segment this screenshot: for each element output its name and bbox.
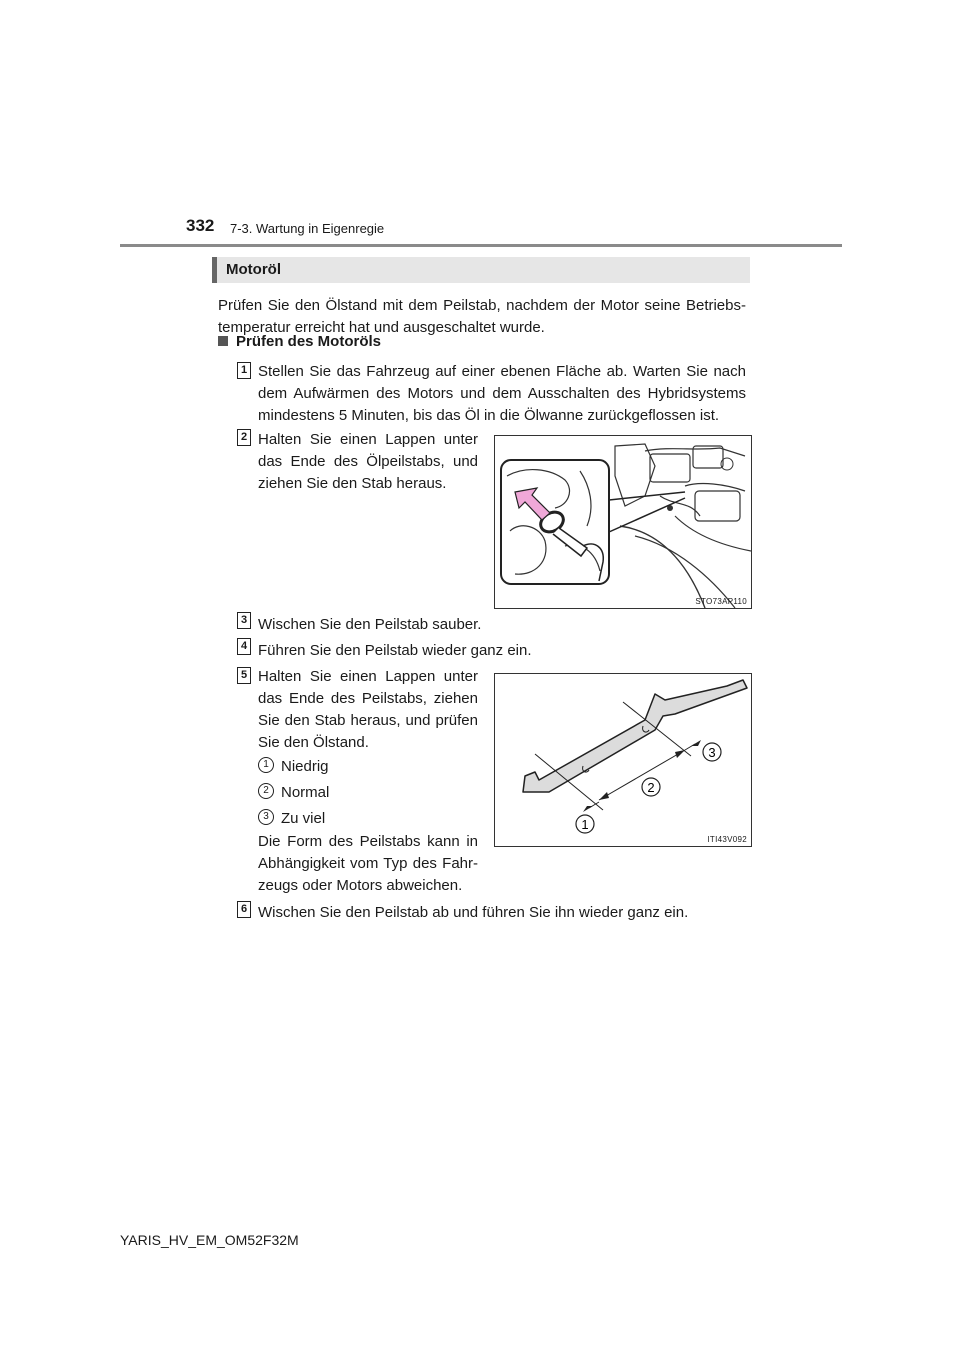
level-label-normal: Normal bbox=[281, 784, 330, 801]
level-label-low: Niedrig bbox=[281, 758, 329, 775]
step-number-4: 4 bbox=[237, 638, 251, 655]
intro-paragraph: Prüfen Sie den Ölstand mit dem Peilstab, nachdem der Motor seine Betriebs-temperatur erreicht hat und ausgeschaltet wurde. bbox=[218, 297, 746, 336]
subheading bbox=[218, 333, 381, 350]
step-5-text: Halten Sie einen Lappen unter das Ende des Peilstabs, ziehen Sie den Stab heraus, und prüfen Sie den Ölstand. bbox=[258, 668, 478, 751]
callout-3: 3 bbox=[708, 745, 716, 760]
subheading-text: Prüfen des Motoröls bbox=[236, 333, 382, 350]
document-code: YARIS_HV_EM_OM52F32M bbox=[120, 1232, 299, 1248]
engine-bay-figure bbox=[494, 435, 752, 609]
dipstick-illustration bbox=[495, 674, 751, 846]
callout-2: 2 bbox=[647, 780, 655, 795]
level-number-2: 2 bbox=[258, 783, 274, 799]
engine-bay-illustration bbox=[495, 436, 751, 608]
step-number-1: 1 bbox=[237, 362, 251, 379]
header-divider bbox=[120, 244, 842, 247]
chapter-title: 7-3. Wartung in Eigenregie bbox=[230, 221, 385, 236]
step-number-6: 6 bbox=[237, 901, 251, 918]
figure-code: STO73AP110 bbox=[695, 597, 747, 606]
step-number-5: 5 bbox=[237, 667, 251, 684]
dipstick-figure bbox=[494, 673, 752, 847]
page-number: 332 bbox=[186, 216, 215, 235]
section-title: Motoröl bbox=[226, 261, 281, 278]
step-3-text: Wischen Sie den Peilstab sauber. bbox=[258, 616, 482, 633]
step-4-text: Führen Sie den Peilstab wieder ganz ein. bbox=[258, 642, 532, 659]
callout-1: 1 bbox=[581, 817, 589, 832]
section-accent bbox=[212, 257, 217, 283]
dipstick-note: Die Form des Peilstabs kann in Abhängigkeit vom Typ des Fahr-zeugs oder Motors abweichen. bbox=[258, 833, 478, 894]
level-number-3: 3 bbox=[258, 809, 274, 825]
section-header bbox=[212, 257, 750, 283]
step-1-text: Stellen Sie das Fahrzeug auf einer ebenen Fläche ab. Warten Sie nach dem Aufwärmen des Motors und dem Ausschalten des Hybridsystems mindestens 5 Minuten, bis das Öl in die Ölwanne zurückgeflossen ist. bbox=[258, 363, 746, 424]
level-label-too-much: Zu viel bbox=[281, 810, 326, 827]
level-number-1: 1 bbox=[258, 757, 274, 773]
step-number-2: 2 bbox=[237, 429, 251, 446]
step-number-3: 3 bbox=[237, 612, 251, 629]
figure-code: ITI43V092 bbox=[707, 835, 747, 844]
step-2-text: Halten Sie einen Lappen unter das Ende des Ölpeilstabs, und ziehen Sie den Stab heraus. bbox=[258, 431, 478, 492]
step-6-text: Wischen Sie den Peilstab ab und führen Sie ihn wieder ganz ein. bbox=[258, 904, 689, 921]
square-bullet-icon bbox=[218, 336, 228, 346]
